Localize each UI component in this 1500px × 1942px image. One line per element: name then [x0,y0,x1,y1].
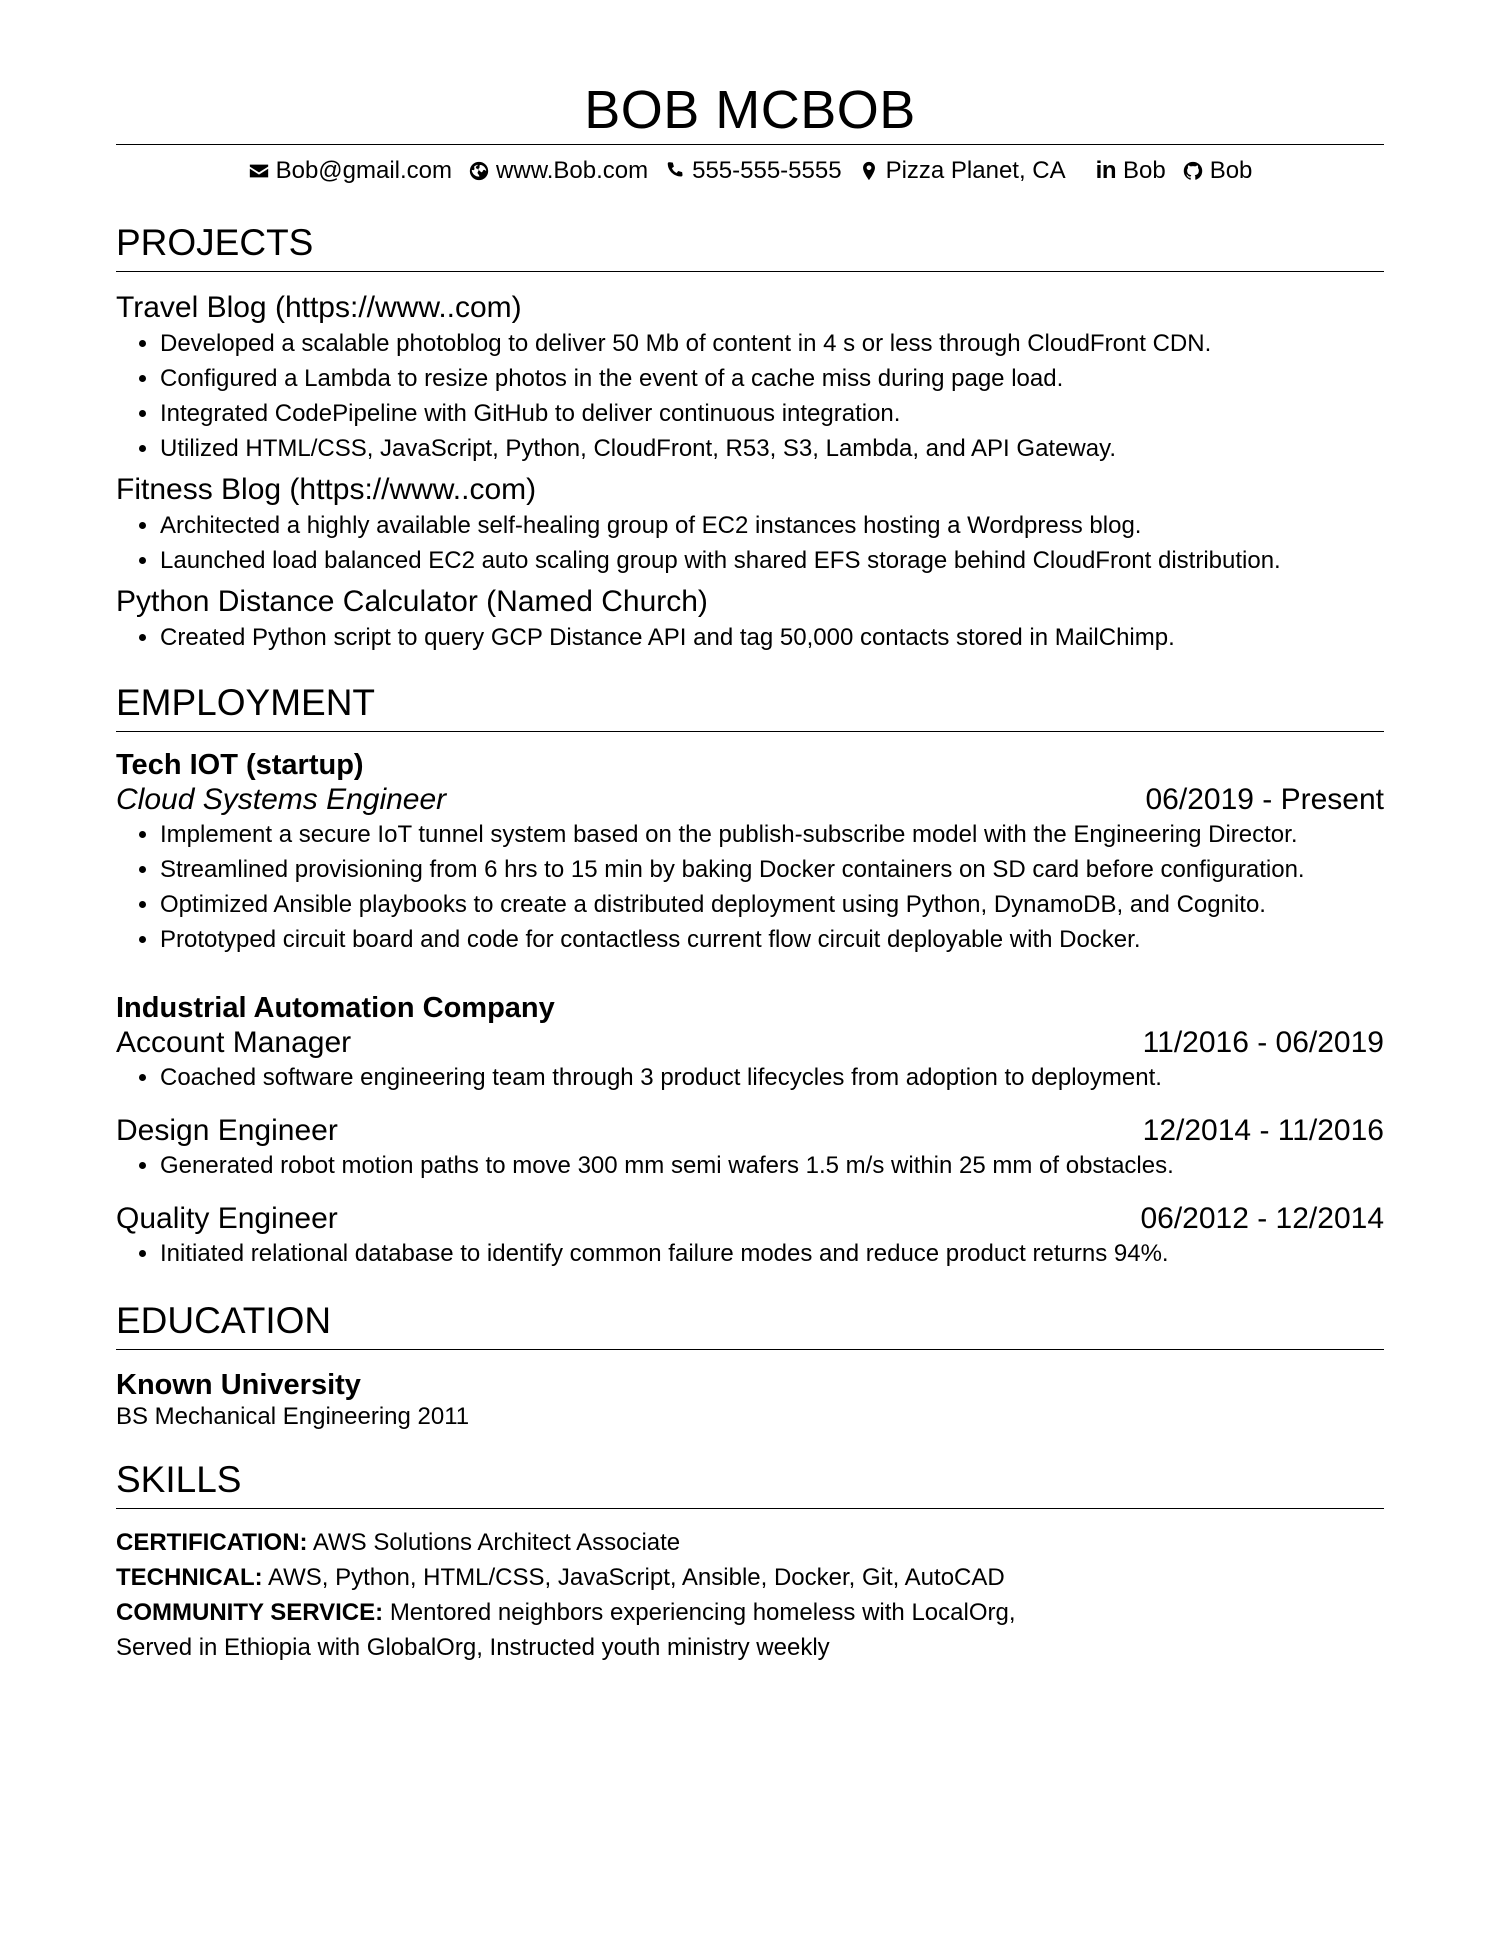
linkedin-icon: in [1095,157,1116,184]
github-text: Bob [1209,157,1253,184]
skill-label: TECHNICAL: [116,1564,263,1591]
company-name: Industrial Automation Company [116,992,555,1024]
job-dates: 11/2016 - 06/2019 [1142,1026,1384,1059]
projects-section [116,221,1384,655]
contact-email[interactable] [248,157,452,185]
bullet: • Developed a scalable photoblog to deliver 50 Mb of content in 4 s or less through CloudFront CDN. [160,326,1384,361]
contact-phone[interactable] [664,157,841,185]
bullet: • Configured a Lambda to resize photos in the event of a cache miss during page load. [160,361,1384,396]
school-name: Known University [116,1369,361,1401]
job-bullets [116,1148,1384,1183]
role-row [116,1113,1384,1148]
bullet: • Architected a highly available self-healing group of EC2 instances hosting a Wordpress blog. [160,508,1384,543]
bullet: • Generated robot motion paths to move 300 mm semi wafers 1.5 m/s within 25 mm of obstacles. [160,1148,1384,1183]
job-title: Design Engineer [116,1114,338,1147]
job-dates: 12/2014 - 11/2016 [1142,1114,1384,1147]
skill-value: AWS, Python, HTML/CSS, JavaScript, Ansible, Docker, Git, AutoCAD [268,1564,1005,1591]
skill-certification [116,1525,1384,1560]
skill-technical [116,1560,1384,1595]
linkedin-text: Bob [1122,157,1166,184]
skill-value: Mentored neighbors experiencing homeless with LocalOrg, [389,1599,1016,1626]
job-title: Cloud Systems Engineer [116,783,447,816]
project-title: Travel Blog (https://www..com) [116,291,522,324]
skill-label: COMMUNITY SERVICE: [116,1599,384,1626]
role-row [116,1025,1384,1060]
job-item [116,991,1384,1271]
job-dates: 06/2019 - Present [1145,783,1384,816]
skill-value: AWS Solutions Architect Associate [312,1529,681,1556]
employment-section [116,681,1384,1271]
bullet: • Optimized Ansible playbooks to create a distributed deployment using Python, DynamoDB, and Cognito. [160,887,1384,922]
globe-icon [468,160,490,182]
email-text: Bob@gmail.com [275,157,453,184]
skill-label: CERTIFICATION: [116,1529,308,1556]
job-title: Account Manager [116,1026,352,1059]
bullet: • Streamlined provisioning from 6 hrs to 15 min by baking Docker containers on SD card before configuration. [160,852,1384,887]
company-name: Tech IOT (startup) [116,749,364,781]
phone-icon [664,160,686,182]
contact-linkedin[interactable] [1096,157,1166,185]
bullet: • Integrated CodePipeline with GitHub to deliver continuous integration. [160,396,1384,431]
degree: BS Mechanical Engineering 2011 [116,1403,470,1430]
job-item [116,748,1384,957]
contact-location [858,157,1066,185]
bullet: • Prototyped circuit board and code for contactless current flow circuit deployable with Docker. [160,922,1384,957]
skills-heading: SKILLS [116,1459,242,1500]
project-item [116,290,1384,466]
education-divider [116,1349,1384,1350]
envelope-icon [248,160,270,182]
job-bullets [116,817,1384,957]
projects-divider [116,271,1384,272]
contact-bar [116,157,1384,185]
contact-website[interactable] [468,157,648,185]
candidate-name: BOB MCBOB [584,80,916,140]
bullet: • Coached software engineering team through 3 product lifecycles from adoption to deployment. [160,1060,1384,1095]
location-text: Pizza Planet, CA [885,157,1066,184]
bullet: • Launched load balanced EC2 auto scaling group with shared EFS storage behind CloudFront distribution. [160,543,1384,578]
employment-heading: EMPLOYMENT [116,682,376,723]
header-divider [116,144,1384,145]
project-title: Fitness Blog (https://www..com) [116,473,537,506]
education-heading: EDUCATION [116,1300,332,1341]
job-title: Quality Engineer [116,1202,338,1235]
bullet: • Created Python script to query GCP Distance API and tag 50,000 contacts stored in MailChimp. [160,620,1384,655]
project-title: Python Distance Calculator (Named Church) [116,585,708,618]
project-item [116,472,1384,578]
skill-community-cont: Served in Ethiopia with GlobalOrg, Instructed youth ministry weekly [116,1634,830,1661]
resume-page [116,0,1384,1665]
skill-community [116,1595,1384,1630]
github-icon [1182,160,1204,182]
project-bullets [116,326,1384,466]
bullet: • Initiated relational database to identify common failure modes and reduce product returns 94%. [160,1236,1384,1271]
project-item [116,584,1384,655]
role-row [116,782,1384,817]
project-bullets [116,620,1384,655]
skills-list [116,1525,1384,1665]
job-dates: 06/2012 - 12/2014 [1140,1202,1384,1235]
phone-text: 555-555-5555 [692,157,842,184]
bullet: • Utilized HTML/CSS, JavaScript, Python, CloudFront, R53, S3, Lambda, and API Gateway. [160,431,1384,466]
education-section [116,1299,1384,1432]
skills-divider [116,1508,1384,1509]
website-text: www.Bob.com [496,157,649,184]
bullet: • Implement a secure IoT tunnel system based on the publish-subscribe model with the Engineering Director. [160,817,1384,852]
skills-section [116,1458,1384,1665]
map-marker-icon [858,160,880,182]
contact-github[interactable] [1182,157,1253,185]
role-row [116,1201,1384,1236]
employment-divider [116,731,1384,732]
job-bullets [116,1060,1384,1095]
job-bullets [116,1236,1384,1271]
project-bullets [116,508,1384,578]
projects-heading: PROJECTS [116,222,314,263]
